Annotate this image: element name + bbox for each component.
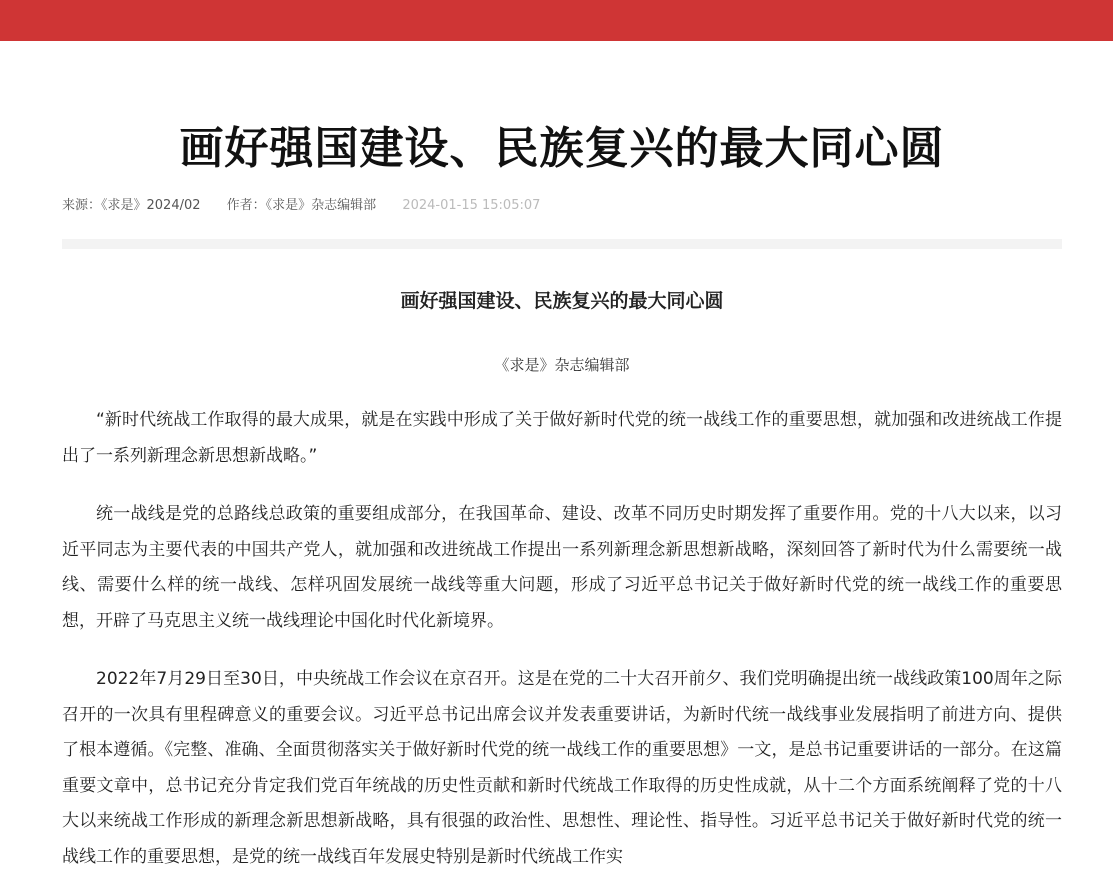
publish-time: 2024-01-15 15:05:07 (402, 198, 541, 213)
paragraph: “新时代统战工作取得的最大成果，就是在实践中形成了关于做好新时代党的统一战线工作的重要思想，就加强和改进统战工作提出了一系列新理念新思想新战略。” (62, 410, 1062, 466)
author-label: 作者：《求是》杂志编辑部 (226, 198, 377, 213)
article-subtitle: 画好强国建设、民族复兴的最大同心圆 (400, 290, 724, 312)
article-byline: 《求是》杂志编辑部 (494, 356, 630, 374)
source-label: 来源：《求是》2024/02 (62, 198, 201, 213)
article (62, 41, 1062, 875)
article-meta (62, 196, 1062, 216)
paragraph: 统一战线是党的总路线总政策的重要组成部分，在我国革命、建设、改革不同历史时期发挥了重要作用。党的十八大以来，以习近平同志为主要代表的中国共产党人，就加强和改进统战工作提出一系列新理念新思想新战略，深刻回答了新时代为什么需要统一战线、需要什么样的统一战线、怎样巩固发展统一战线等重大问题，形成了习近平总书记关于做好新时代党的统一战线工作的重要思想，开辟了马克思主义统一战线理论中国化时代化新境界。 (62, 504, 1062, 631)
top-header-bar (0, 0, 1113, 41)
paragraph: 2022年7月29日至30日，中央统战工作会议在京召开。这是在党的二十大召开前夕、我们党明确提出统一战线政策100周年之际召开的一次具有里程碑意义的重要会议。习近平总书记出席会议并发表重要讲话，为新时代统一战线事业发展指明了前进方向、提供了根本遵循。《完整、准确、全面贯彻落实关于做好新时代党的统一战线工作的重要思想》一文，是总书记重要讲话的一部分。在这篇重要文章中，总书记充分肯定我们党百年统战的历史性贡献和新时代统战工作取得的历史性成就，从十二个方面系统阐释了党的十八大以来统战工作形成的新理念新思想新战略，具有很强的政治性、思想性、理论性、指导性。习近平总书记关于做好新时代党的统一战线工作的重要思想，是党的统一战线百年发展史特别是新时代统战工作实 (62, 669, 1062, 867)
page-title: 画好强国建设、民族复兴的最大同心圆 (179, 123, 945, 174)
divider (62, 239, 1062, 249)
